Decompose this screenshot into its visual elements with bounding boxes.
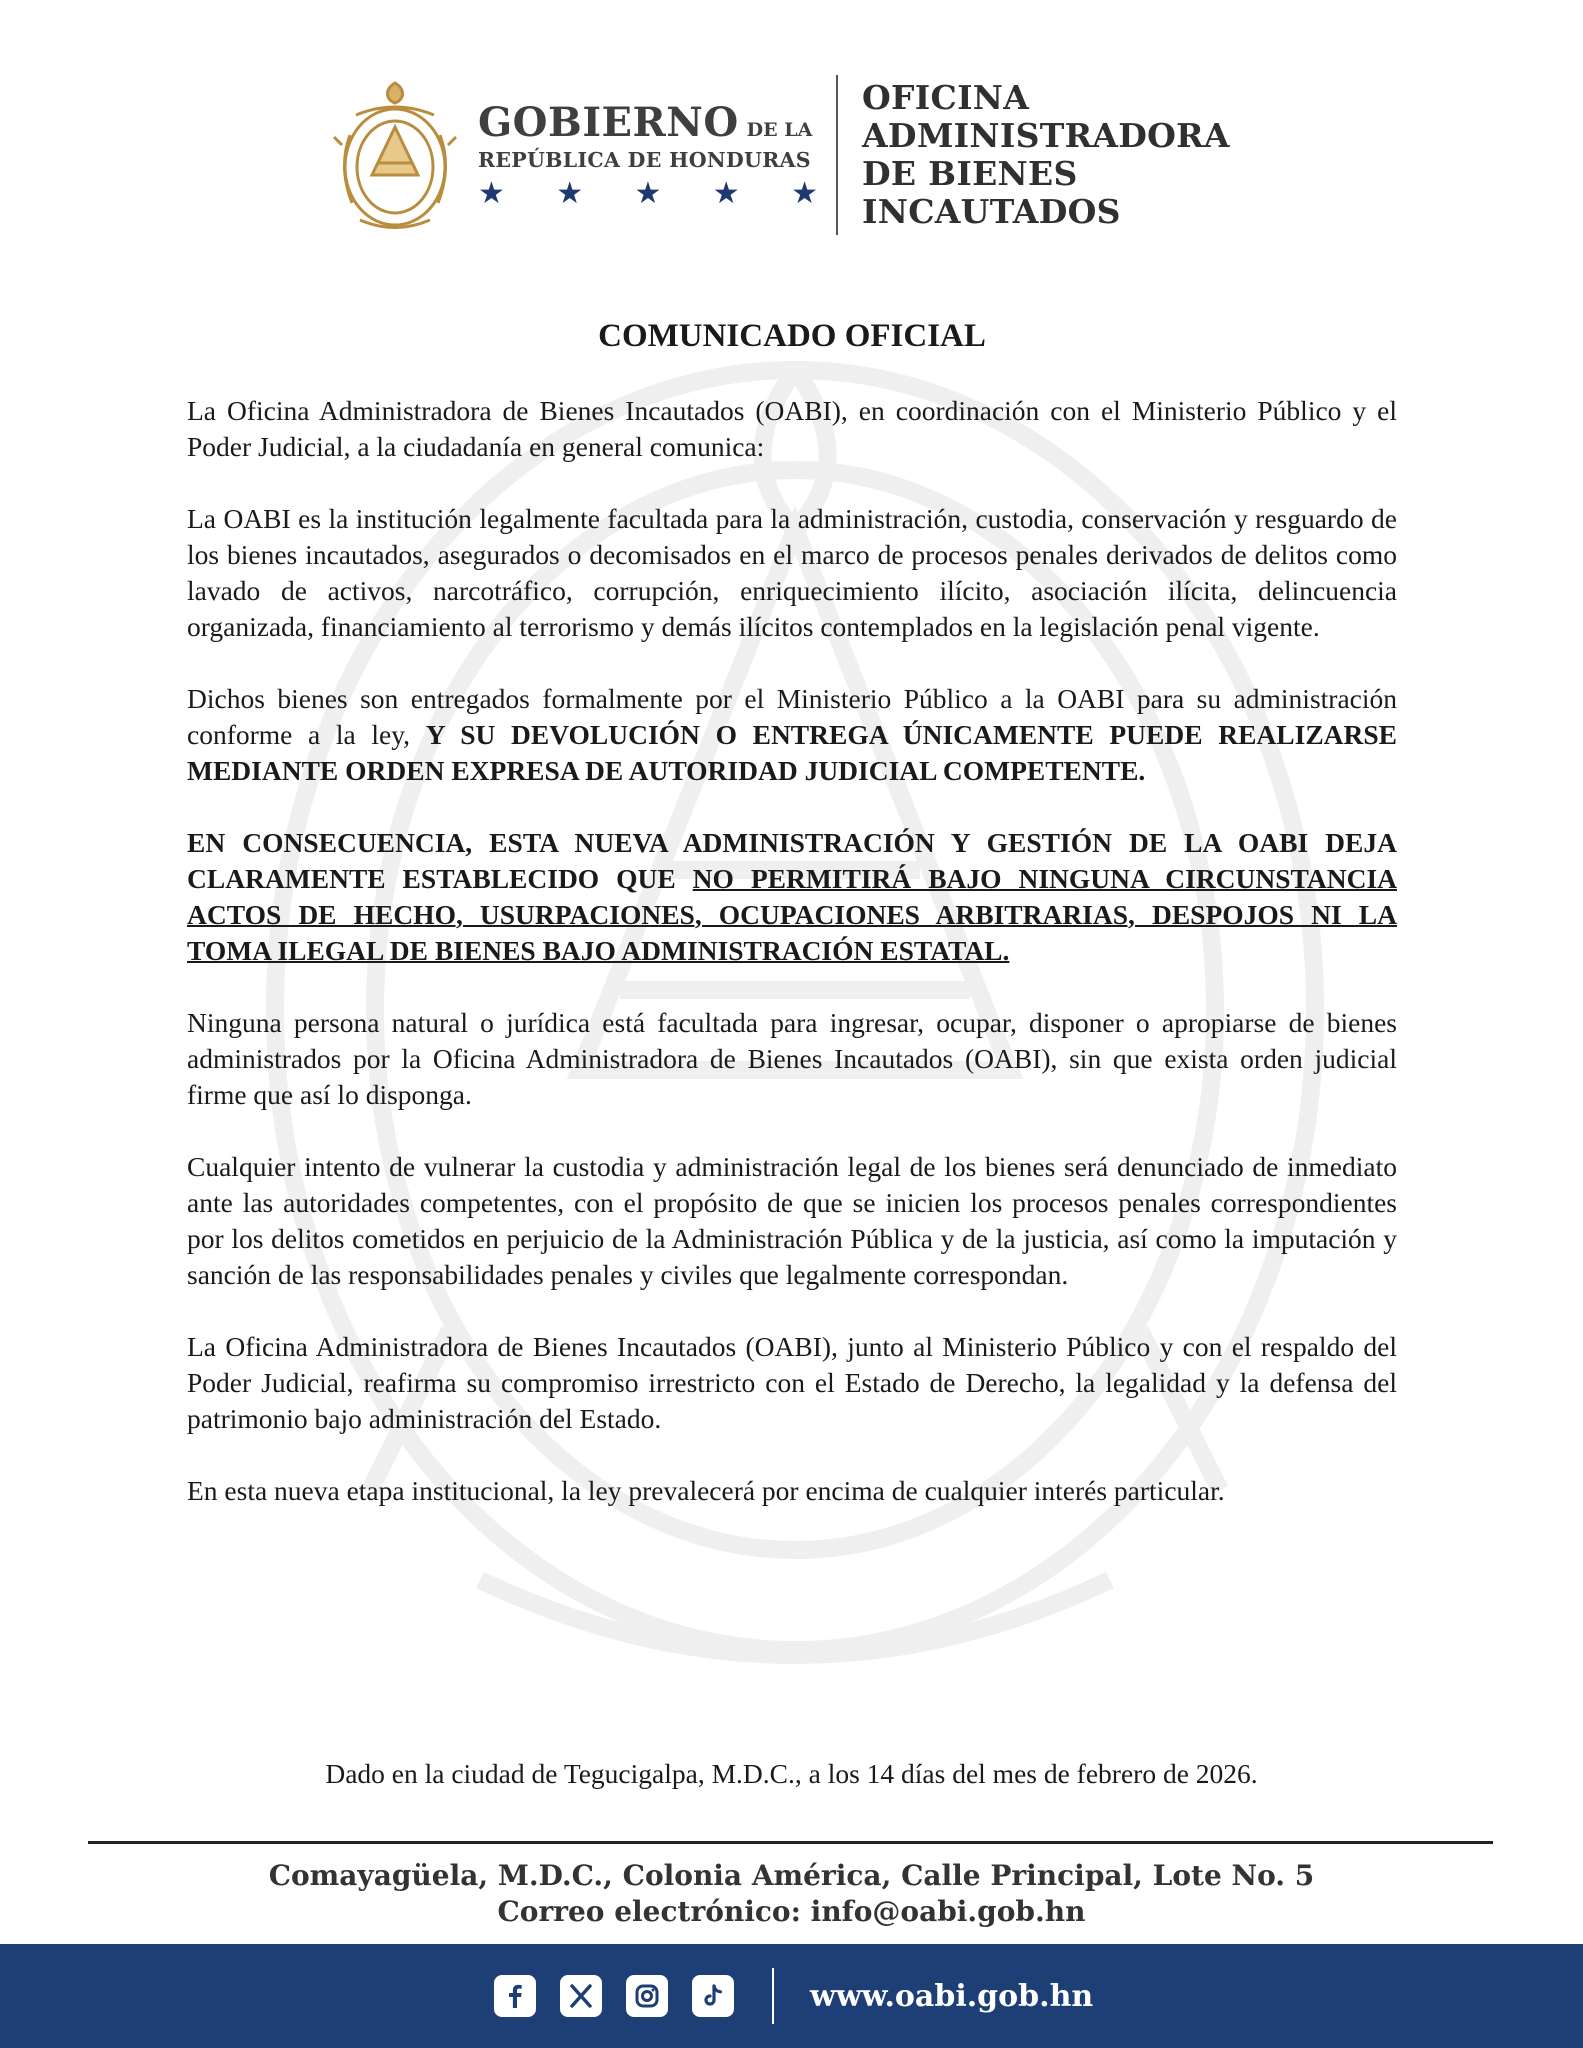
paragraph-prohibition: Ninguna persona natural o jurídica está facultada para ingresar, ocupar, disponer o apropiarse de bienes administrados por la Oficina Administradora de Bienes Incautados (OABI), sin que exista orden judicial firme que así lo disponga. bbox=[187, 1007, 1397, 1110]
address-line: Comayagüela, M.D.C., Colonia América, Calle Principal, Lote No. 5 bbox=[268, 1859, 1315, 1892]
document-body bbox=[187, 318, 1397, 1545]
office-line: DE BIENES bbox=[862, 154, 1078, 193]
star-icon: ★ bbox=[791, 175, 818, 211]
government-wordmark bbox=[478, 99, 818, 212]
paragraph-closing: En esta nueva etapa institucional, la ley prevalecerá por encima de cualquier interés particular. bbox=[187, 1475, 1225, 1506]
paragraph-enforcement: Cualquier intento de vulnerar la custodia y administración legal de los bienes será denunciado de inmediato ante las autoridades competentes, con el propósito de que se inicien los procesos penales correspondientes por los delitos cometidos en perjuicio de la Administración Pública y de la justicia, así como la imputación y sanción de las responsabilidades penales y civiles que legalmente correspondan. bbox=[187, 1151, 1397, 1290]
letterhead bbox=[330, 70, 1290, 240]
paragraph-mandate: La OABI es la institución legalmente facultada para la administración, custodia, conservación y resguardo de los bienes incautados, asegurados o decomisados en el marco de procesos penales derivados de delitos como lavado de activos, narcotráfico, corrupción, enriquecimiento ilícito, asociación ilícita, delincuencia organizada, financiamiento al terrorismo y demás ilícitos contemplados en la legislación penal vigente. bbox=[187, 503, 1397, 642]
email-line: Correo electrónico: info@oabi.gob.hn bbox=[497, 1895, 1086, 1928]
header-divider bbox=[836, 75, 838, 235]
social-links bbox=[494, 1968, 1093, 2024]
star-icon: ★ bbox=[478, 175, 505, 211]
paragraph-commitment: La Oficina Administradora de Bienes Incautados (OABI), junto al Ministerio Público y con el respaldo del Poder Judicial, reafirma su compromiso irrestricto con el Estado de Derecho, la legalidad y la defensa del patrimonio bajo administración del Estado. bbox=[187, 1331, 1397, 1434]
footer-bar bbox=[0, 1944, 1583, 2048]
star-icon: ★ bbox=[556, 175, 584, 211]
facebook-icon[interactable] bbox=[494, 1975, 536, 2017]
gov-republic-text: REPÚBLICA DE HONDURAS bbox=[478, 147, 811, 172]
office-name bbox=[862, 79, 1230, 231]
footer-address bbox=[0, 1858, 1583, 1930]
gov-de-la-text: DE LA bbox=[746, 118, 813, 141]
footer-bar-divider bbox=[772, 1968, 774, 2024]
office-line: INCAUTADOS bbox=[862, 192, 1121, 231]
paragraph-delivery bbox=[187, 681, 1397, 789]
paragraph-consequence bbox=[187, 825, 1397, 969]
gov-main-text: GOBIERNO bbox=[478, 98, 739, 146]
paragraph-intro: La Oficina Administradora de Bienes Incautados (OABI), en coordinación con el Ministerio Público y el Poder Judicial, a la ciudadanía en general comunica: bbox=[187, 395, 1397, 462]
consequence-bold-text: EN CONSECUENCIA, ESTA NUEVA ADMINISTRACIÓN Y GESTIÓN DE LA OABI DEJA CLARAMENTE ESTABLECIDO QUE bbox=[187, 827, 1397, 894]
tiktok-icon[interactable] bbox=[692, 1975, 734, 2017]
delivery-bold-text: Y SU DEVOLUCIÓN O ENTREGA ÚNICAMENTE PUEDE REALIZARSE MEDIANTE ORDEN EXPRESA DE AUTORIDAD JUDICIAL COMPETENTE. bbox=[187, 719, 1398, 786]
x-icon[interactable] bbox=[560, 1975, 602, 2017]
footer-divider bbox=[88, 1841, 1493, 1844]
stars-row bbox=[478, 176, 818, 212]
office-line: ADMINISTRADORA bbox=[862, 116, 1230, 155]
issue-date-line: Dado en la ciudad de Tegucigalpa, M.D.C., a los 14 días del mes de febrero de 2026. bbox=[325, 1758, 1258, 1789]
star-icon: ★ bbox=[634, 175, 662, 211]
consequence-underlined-text: NO PERMITIRÁ BAJO NINGUNA CIRCUNSTANCIA ACTOS DE HECHO, USURPACIONES, OCUPACIONES ARBITRARIAS, DESPOJOS NI LA TOMA ILEGAL DE BIENES BAJO ADMINISTRACIÓN ESTATAL. bbox=[187, 863, 1398, 966]
document-title: COMUNICADO OFICIAL bbox=[598, 318, 986, 354]
instagram-icon[interactable] bbox=[626, 1975, 668, 2017]
website-link[interactable]: www.oabi.gob.hn bbox=[810, 1978, 1094, 2014]
honduras-coat-of-arms-logo bbox=[330, 75, 460, 235]
delivery-text: Dichos bienes son entregados formalmente por el Ministerio Público a la OABI para su administración conforme a la ley, bbox=[187, 683, 1397, 750]
star-icon: ★ bbox=[712, 175, 740, 211]
office-line: OFICINA bbox=[862, 78, 1030, 117]
